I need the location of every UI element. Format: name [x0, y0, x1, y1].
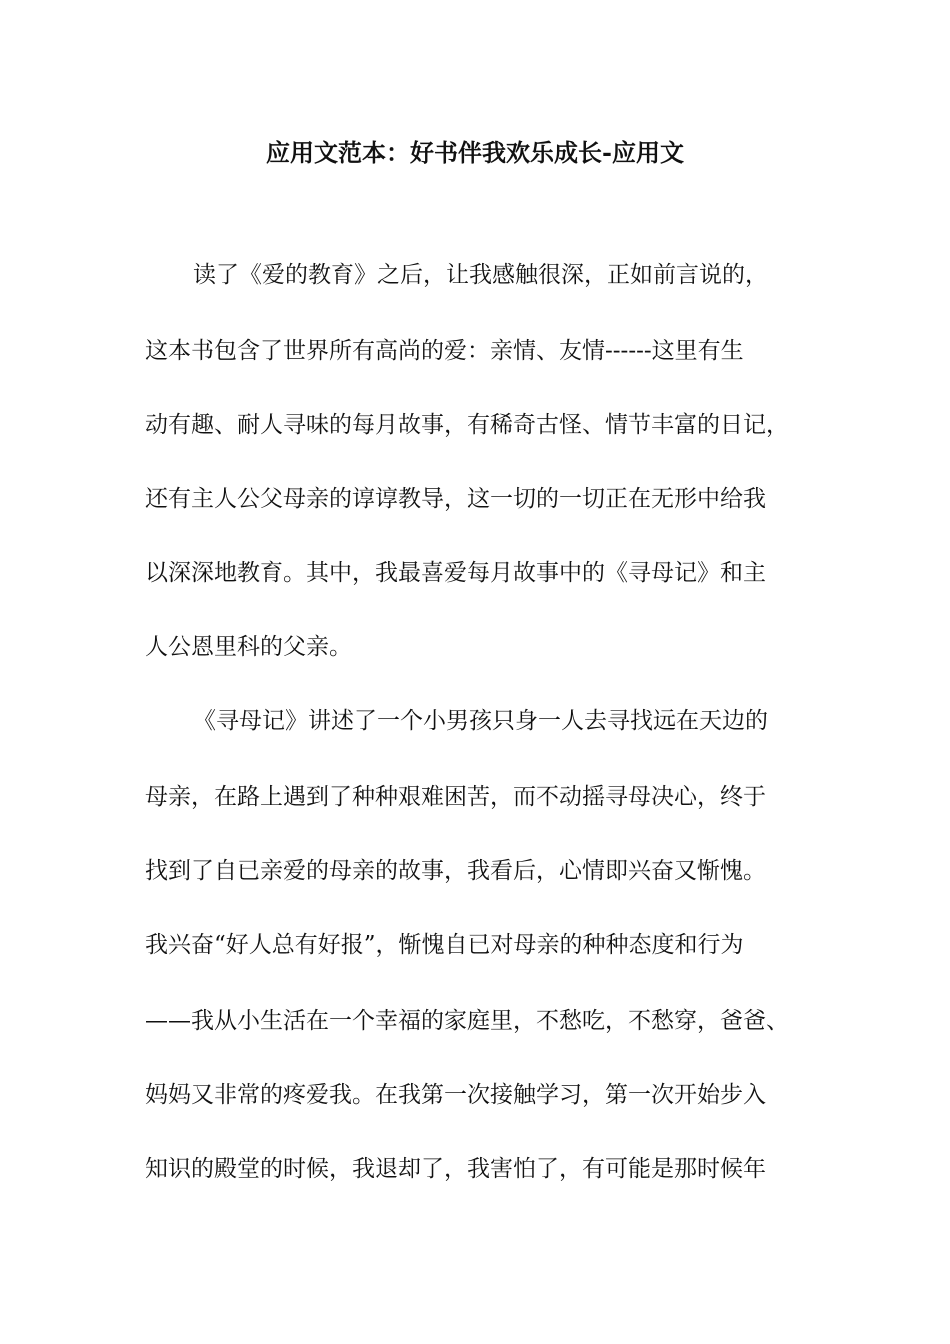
- paragraph-1-line-5: 以深深地教育。其中，我最喜爱每月故事中的《寻母记》和主: [145, 560, 766, 586]
- paragraph-2-line-4: 我兴奋“好人总有好报”，惭愧自已对母亲的种种态度和行为: [145, 932, 744, 958]
- paragraph-2-line-1: 《寻母记》讲述了一个小男孩只身一人去寻找远在天边的: [193, 708, 768, 734]
- document-title: 应用文范本：好书伴我欢乐成长-应用文: [266, 138, 684, 167]
- paragraph-1-line-2: 这本书包含了世界所有高尚的爱：亲情、友情------这里有生: [145, 338, 744, 364]
- paragraph-1-line-1: 读了《爱的教育》之后，让我感触很深，正如前言说的，: [193, 262, 768, 288]
- paragraph-2-line-3: 找到了自已亲爱的母亲的故事，我看后，心情即兴奋又惭愧。: [145, 858, 766, 884]
- paragraph-2-line-5: ——我从小生活在一个幸福的家庭里，不愁吃，不愁穿，爸爸、: [145, 1008, 789, 1034]
- paragraph-1-line-4: 还有主人公父母亲的谆谆教导，这一切的一切正在无形中给我: [145, 486, 766, 512]
- paragraph-2-line-6: 妈妈又非常的疼爱我。在我第一次接触学习，第一次开始步入: [145, 1082, 766, 1108]
- paragraph-2-line-7: 知识的殿堂的时候，我退却了，我害怕了，有可能是那时候年: [145, 1156, 766, 1182]
- paragraph-1-line-6: 人公恩里科的父亲。: [145, 634, 352, 660]
- paragraph-2-line-2: 母亲，在路上遇到了种种艰难困苦，而不动摇寻母决心，终于: [145, 784, 766, 810]
- paragraph-1-line-3: 动有趣、耐人寻味的每月故事，有稀奇古怪、情节丰富的日记，: [145, 412, 789, 438]
